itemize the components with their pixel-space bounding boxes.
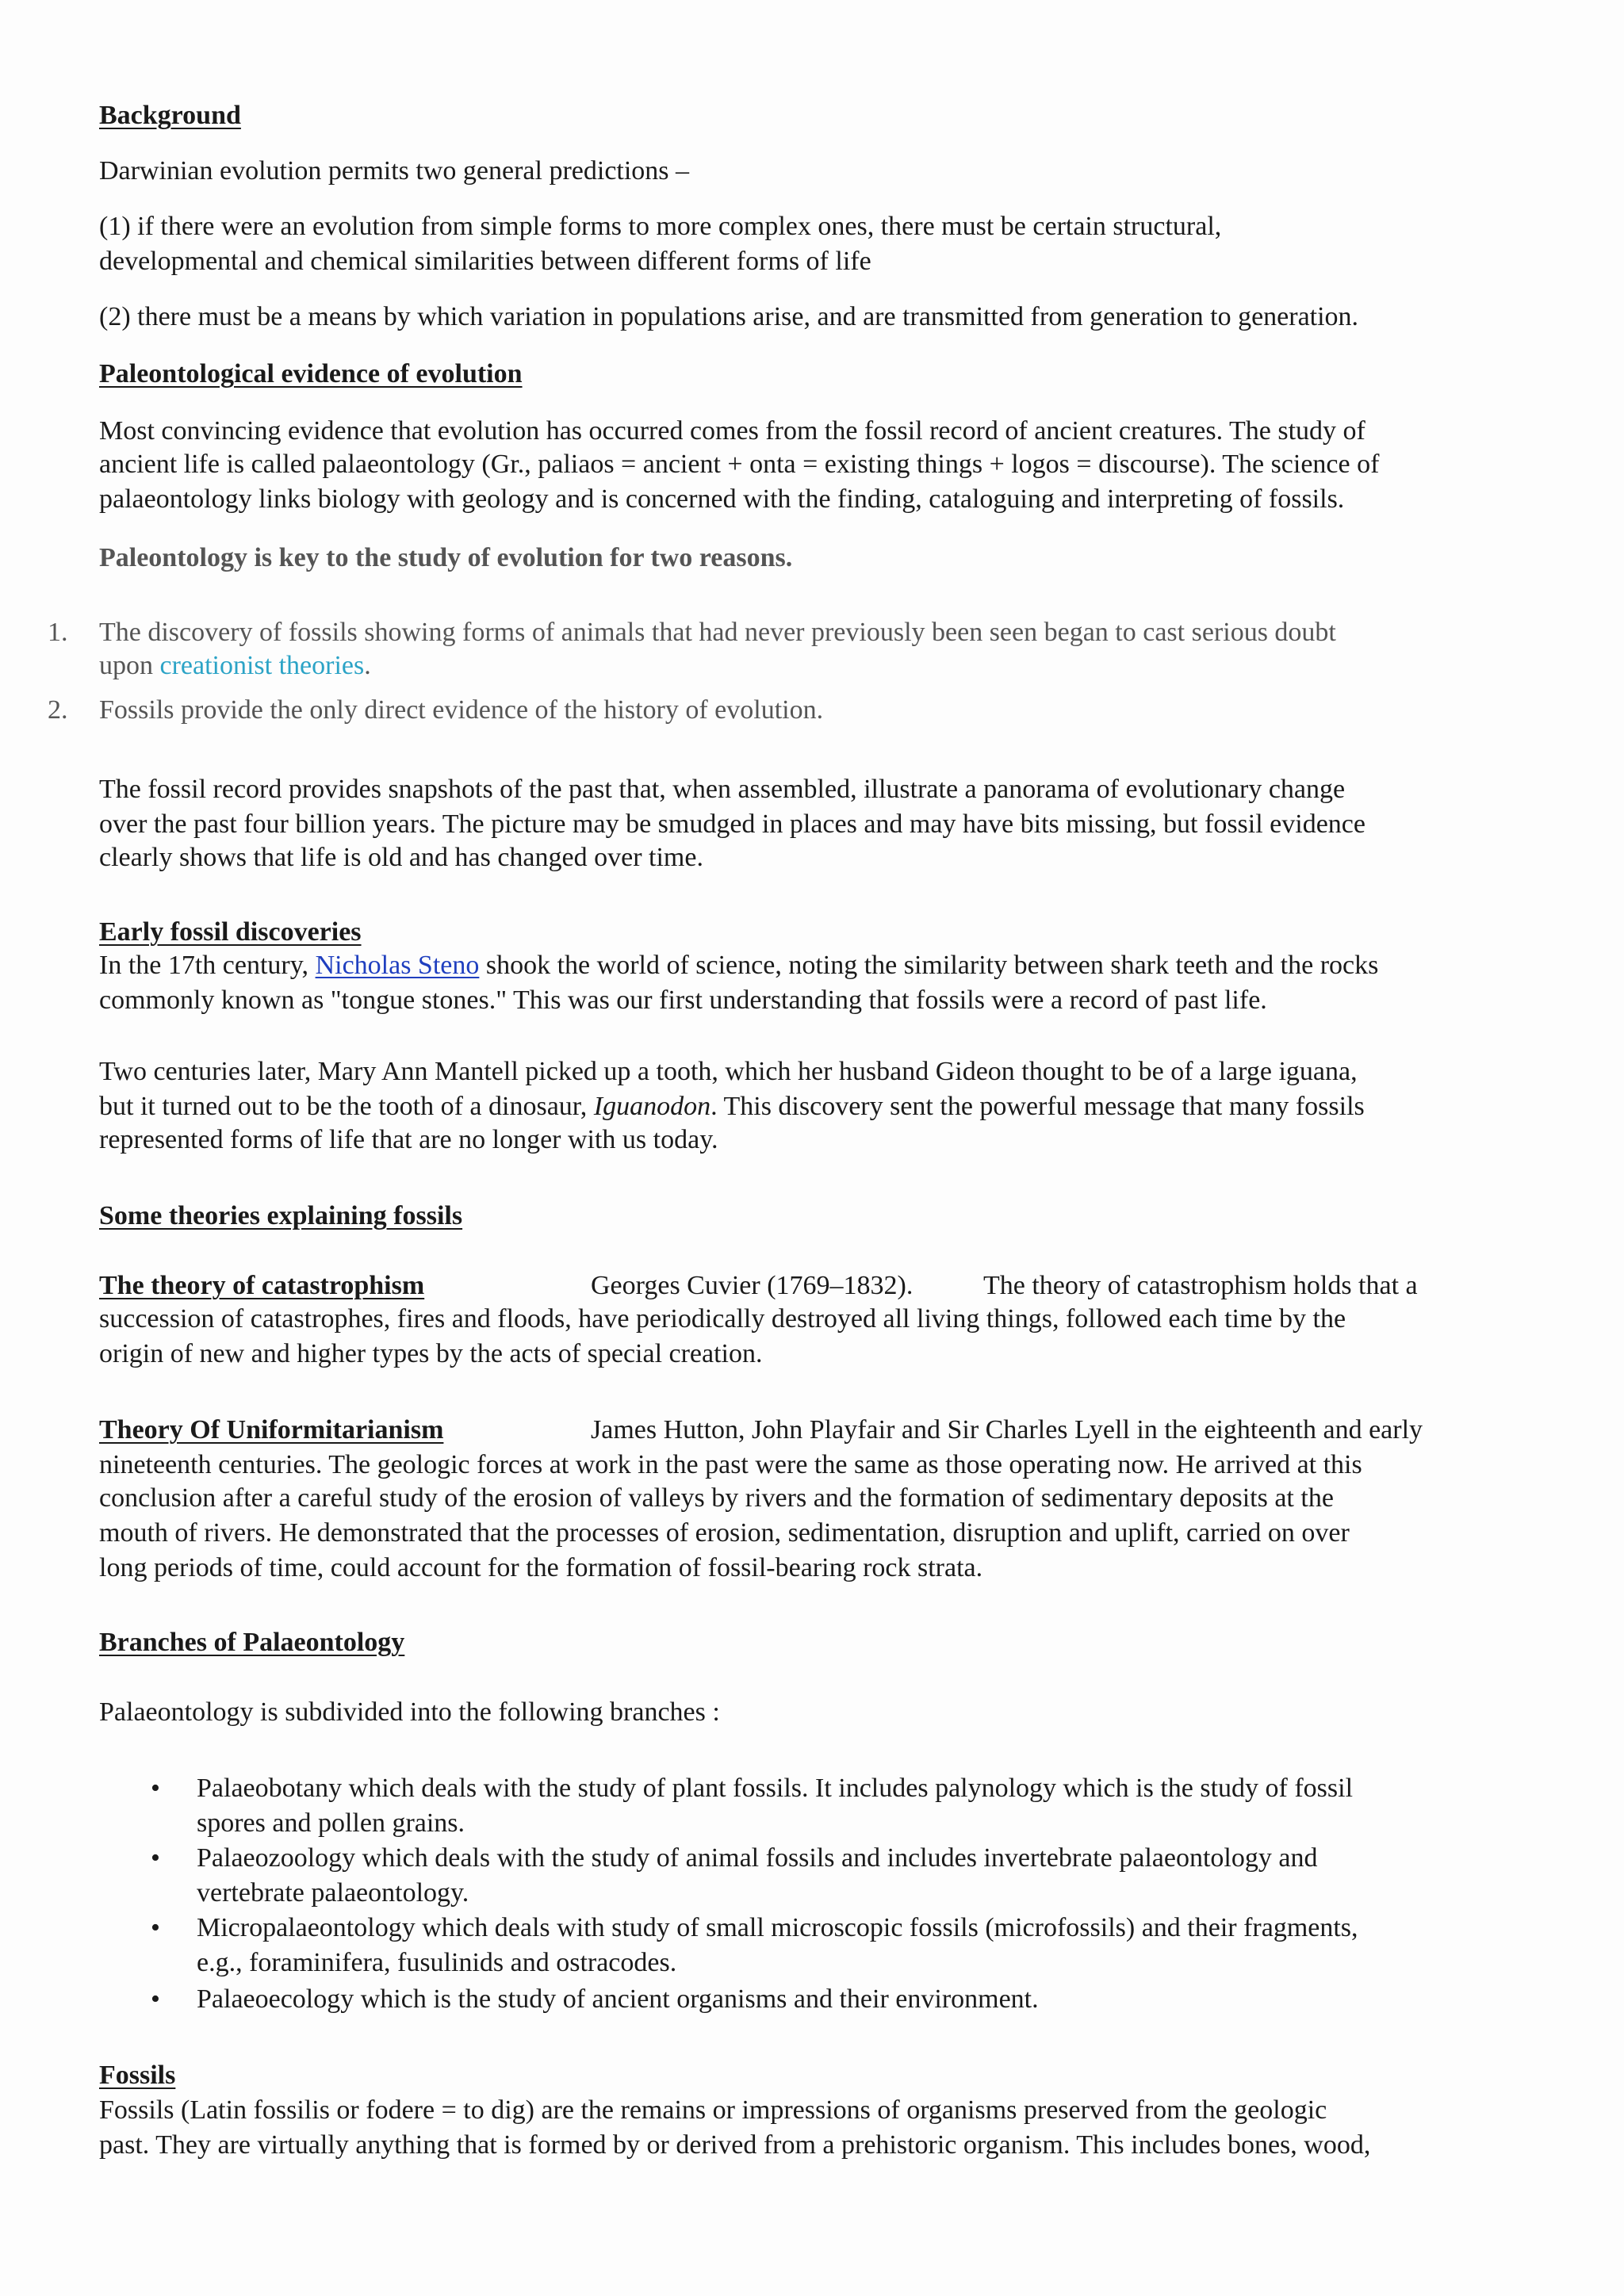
paragraph-evidence-line-1: Most convincing evidence that evolution has occurred comes from the fossil record of ancient creatures. The study of [99, 416, 1365, 446]
paragraph-snapshot-line-1: The fossil record provides snapshots of the past that, when assembled, illustrate a panorama of evolutionary change [99, 775, 1346, 804]
branch-palaeozoology-line-1: Palaeozoology which deals with the study of animal fossils and includes invertebrate palaeontology and [197, 1843, 1318, 1873]
section-heading-early-discoveries: Early fossil discoveries [99, 917, 362, 947]
branch-micropalaeontology-line-2: e.g., foraminifera, fusulinids and ostracodes. [197, 1948, 677, 1977]
branch-palaeobotany-line-1: Palaeobotany which deals with the study of plant fossils. It includes palynology which is the study of fossil [197, 1774, 1354, 1803]
catastrophism-heading: The theory of catastrophism [99, 1271, 425, 1300]
steno-prefix: In the 17th century, [99, 951, 316, 980]
fossils-paragraph-line-2: past. They are virtually anything that is formed by or derived from a prehistoric organism. This includes bones, wood, [99, 2130, 1371, 2160]
bullet-icon: • [151, 1984, 160, 2014]
bullet-icon: • [151, 1774, 160, 1803]
branch-micropalaeontology-line-1: Micropalaeontology which deals with study of small microscopic fossils (microfossils) and their fragments, [197, 1913, 1358, 1942]
nicholas-steno-link[interactable]: Nicholas Steno [315, 951, 480, 980]
section-heading-branches: Branches of Palaeontology [99, 1628, 405, 1657]
paragraph-steno-line-1 [99, 948, 1378, 983]
list-number-1: 1. [48, 618, 68, 647]
steno-suffix: shook the world of science, noting the similarity between shark teeth and the rocks [479, 951, 1379, 980]
paragraph-prediction-1-line-2: developmental and chemical similarities between different forms of life [99, 247, 871, 276]
catastrophism-line-1 [99, 1269, 424, 1303]
catastrophism-line-2: succession of catastrophes, fires and floods, have periodically destroyed all living things, followed each time by the [99, 1304, 1346, 1334]
mantell-suffix: . This discovery sent the powerful message that many fossils [710, 1092, 1365, 1121]
paragraph-mantell-line-1: Two centuries later, Mary Ann Mantell picked up a tooth, which her husband Gideon thought to be of a large iguana, [99, 1057, 1358, 1086]
paragraph-mantell-line-2 [99, 1089, 1365, 1124]
uniformitarianism-line-2: nineteenth centuries. The geologic forces at work in the past were the same as those operating now. He arrived at this [99, 1450, 1362, 1479]
catastrophism-line-3: origin of new and higher types by the acts of special creation. [99, 1339, 763, 1368]
uniformitarianism-line-3: conclusion after a careful study of the erosion of valleys by rivers and the formation of sedimentary deposits at the [99, 1483, 1334, 1513]
bullet-icon: • [151, 1913, 160, 1942]
reason-1-line-2 [99, 649, 371, 683]
section-heading-background: Background [99, 101, 241, 130]
reason-2-line-1: Fossils provide the only direct evidence of the history of evolution. [99, 695, 824, 725]
catastrophism-author: Georges Cuvier (1769–1832). [591, 1271, 914, 1300]
paragraph-mantell-line-3: represented forms of life that are no longer with us today. [99, 1125, 718, 1154]
uniformitarianism-line-1-rest: James Hutton, John Playfair and Sir Charles Lyell in the eighteenth and early [591, 1415, 1423, 1445]
uniformitarianism-line-4: mouth of rivers. He demonstrated that the processes of erosion, sedimentation, disruption and uplift, carried on over [99, 1518, 1350, 1548]
paragraph-prediction-1-line-1: (1) if there were an evolution from simple forms to more complex ones, there must be certain structural, [99, 212, 1222, 241]
reason-1-suffix: . [364, 651, 371, 680]
iguanodon-term: Iguanodon [593, 1092, 711, 1121]
uniformitarianism-heading: Theory Of Uniformitarianism [99, 1415, 444, 1445]
paragraph-snapshot-line-3: clearly shows that life is old and has changed over time. [99, 843, 703, 872]
paragraph-evidence-line-3: palaeontology links biology with geology and is concerned with the finding, cataloguing and interpreting of fossils. [99, 484, 1345, 514]
list-number-2: 2. [48, 695, 68, 725]
paragraph-prediction-2: (2) there must be a means by which variation in populations arise, and are transmitted from generation to generation. [99, 302, 1359, 331]
paragraph-steno-line-2: commonly known as "tongue stones." This was our first understanding that fossils were a record of past life. [99, 985, 1267, 1015]
paragraph-evidence-line-2: ancient life is called palaeontology (Gr., paliaos = ancient + onta = existing things + logos = discourse). The science of [99, 450, 1380, 479]
uniformitarianism-line-5: long periods of time, could account for the formation of fossil-bearing rock strata. [99, 1553, 983, 1582]
branch-palaeobotany-line-2: spores and pollen grains. [197, 1808, 465, 1838]
section-heading-fossils: Fossils [99, 2061, 176, 2090]
section-heading-theories: Some theories explaining fossils [99, 1201, 463, 1230]
catastrophism-definition-start: The theory of catastrophism holds that a [983, 1271, 1418, 1300]
creationist-theories-link[interactable]: creationist theories [159, 651, 365, 680]
branch-palaeozoology-line-2: vertebrate palaeontology. [197, 1878, 469, 1908]
branch-palaeoecology-line-1: Palaeoecology which is the study of ancient organisms and their environment. [197, 1984, 1039, 2014]
reason-1-prefix: upon [99, 651, 160, 680]
fossils-paragraph-line-1: Fossils (Latin fossilis or fodere = to dig) are the remains or impressions of organisms preserved from the geologic [99, 2095, 1327, 2125]
reason-1-line-1: The discovery of fossils showing forms of animals that had never previously been seen began to cast serious doubt [99, 618, 1336, 647]
key-reasons-statement: Paleontology is key to the study of evolution for two reasons. [99, 543, 793, 572]
section-heading-paleontological-evidence: Paleontological evidence of evolution [99, 359, 523, 388]
mantell-prefix: but it turned out to be the tooth of a dinosaur, [99, 1092, 594, 1121]
branches-intro: Palaeontology is subdivided into the following branches : [99, 1697, 720, 1727]
paragraph-intro: Darwinian evolution permits two general predictions – [99, 156, 690, 186]
paragraph-snapshot-line-2: over the past four billion years. The picture may be smudged in places and may have bits missing, but fossil evidence [99, 809, 1365, 839]
bullet-icon: • [151, 1843, 160, 1873]
